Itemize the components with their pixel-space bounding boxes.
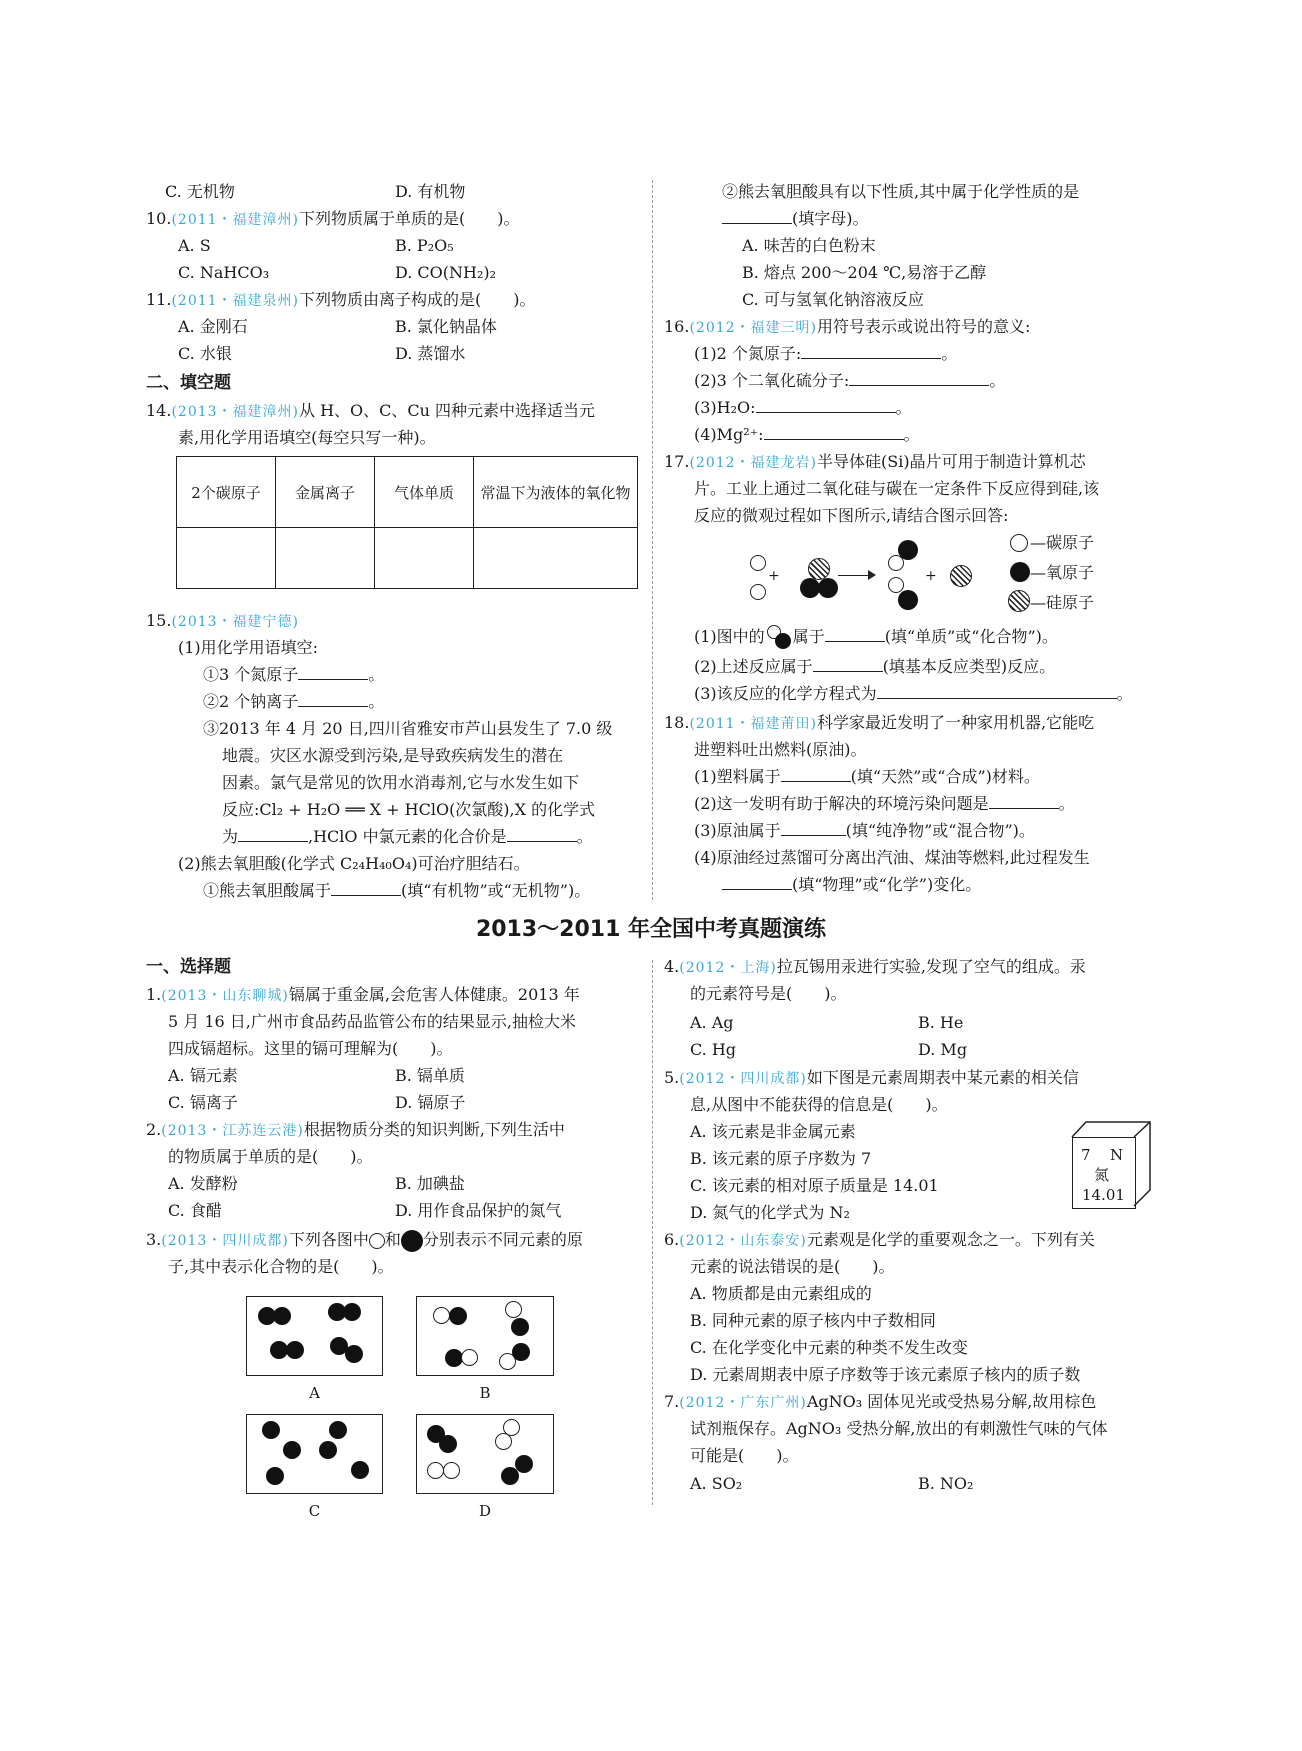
oxygen-atom-icon	[1010, 562, 1030, 582]
atomic-mass: 14.01	[1082, 1186, 1125, 1204]
legend-label: 硅原子	[1046, 593, 1095, 612]
answer-blank[interactable]	[781, 766, 851, 782]
column-divider	[652, 180, 653, 900]
option: A. SO₂	[690, 1474, 743, 1493]
table-header: 2个碳原子	[177, 457, 276, 528]
question-text: (2)上述反应属于	[694, 657, 813, 676]
question-text: 从 H、O、C、Cu 四种元素中选择适当元	[299, 401, 596, 420]
option-b-figure[interactable]	[416, 1296, 554, 1376]
answer-blank[interactable]	[813, 656, 883, 672]
answer-cell[interactable]	[177, 528, 276, 589]
source-tag: (2011・福建莆田)	[689, 716, 818, 732]
question-text: (4)原油经过蒸馏可分离出汽油、煤油等燃料,此过程发生	[694, 848, 1090, 867]
option: B. 熔点 200～204 ℃,易溶于乙醇	[742, 263, 987, 282]
option: A. 物质都是由元素组成的	[690, 1284, 872, 1303]
option: C. 镉离子	[168, 1093, 238, 1112]
option: D. 氮气的化学式为 N₂	[690, 1203, 850, 1222]
answer-blank[interactable]	[989, 793, 1059, 809]
source-tag: (2012・福建龙岩)	[689, 455, 818, 471]
question-text: (填“物理”或“化学”)变化。	[792, 875, 982, 894]
question-number: 7.	[664, 1392, 680, 1411]
option: C. NaHCO₃	[178, 263, 270, 282]
option-label: D	[478, 1502, 492, 1520]
carbon-atom	[750, 584, 766, 600]
question-number: 10.	[146, 209, 172, 228]
question-text: 片。工业上通过二氧化硅与碳在一定条件下反应得到硅,该	[694, 479, 1100, 498]
white-atom-icon	[369, 1233, 385, 1249]
question-text: (填基本反应类型)反应。	[882, 657, 1056, 676]
answer-blank[interactable]	[507, 826, 577, 842]
question-text: 元素观是化学的重要观念之一。下列有关	[806, 1230, 1095, 1249]
question-text: (填“纯净物”或“混合物”)。	[845, 821, 1035, 840]
answer-blank[interactable]	[801, 343, 941, 359]
answer-cell[interactable]	[375, 528, 474, 589]
question-number: 4.	[664, 957, 680, 976]
question-text: 因素。氯气是常见的饮用水消毒剂,它与水发生如下	[222, 773, 580, 792]
question-text: 试剂瓶保存。AgNO₃ 受热分解,放出的有刺激性气味的气体	[690, 1419, 1108, 1438]
option: D. 蒸馏水	[395, 344, 466, 363]
answer-blank[interactable]	[298, 664, 368, 680]
table-header: 金属离子	[276, 457, 375, 528]
option: D. 元素周期表中原子序数等于该元素原子核内的质子数	[690, 1365, 1081, 1384]
question-number: 3.	[146, 1230, 162, 1249]
option-label: B	[479, 1384, 491, 1402]
carbon-atom	[750, 555, 766, 571]
question-text: (填字母)。	[792, 209, 869, 228]
question-text: (1)塑料属于	[694, 767, 781, 786]
source-tag: (2013・山东聊城)	[161, 988, 289, 1004]
answer-blank[interactable]	[781, 820, 846, 836]
question-text: 地震。灾区水源受到污染,是导致疾病发生的潜在	[222, 746, 564, 765]
option: A. 该元素是非金属元素	[690, 1122, 856, 1141]
question-text: (3)该反应的化学方程式为	[694, 684, 877, 703]
question-text: 息,从图中不能获得的信息是( )。	[690, 1095, 948, 1114]
option: B. NO₂	[918, 1474, 974, 1493]
source-tag: (2013・江苏连云港)	[161, 1123, 304, 1139]
legend-label: 氧原子	[1046, 563, 1095, 582]
source-tag: (2011・福建泉州)	[171, 293, 300, 309]
silicon-atom	[950, 565, 972, 587]
question-text: ,HClO 中氯元素的化合价是	[308, 827, 507, 846]
question-text: (填“天然”或“合成”)材料。	[850, 767, 1040, 786]
question-number: 14.	[146, 401, 172, 420]
option: D. CO(NH₂)₂	[395, 263, 497, 282]
question-text: (1)图中的	[694, 627, 765, 646]
oxygen-atom	[800, 578, 820, 598]
element-name: 氮	[1094, 1166, 1110, 1184]
option: A. 味苦的白色粉末	[742, 236, 876, 255]
question-number: 16.	[664, 317, 690, 336]
option-d-figure[interactable]	[416, 1414, 554, 1494]
carbon-atom-icon	[1010, 534, 1028, 552]
question-text: (1)用化学用语填空:	[178, 638, 319, 657]
carbon-atom	[888, 555, 904, 571]
question-text: 为	[222, 827, 239, 846]
option-label: A	[309, 1384, 320, 1402]
answer-blank[interactable]	[756, 397, 896, 413]
option: B. 同种元素的原子核内中子数相同	[690, 1311, 936, 1330]
question-text: 反应:Cl₂ + H₂O ══ X + HClO(次氯酸),X 的化学式	[222, 800, 596, 819]
option: C. 水银	[178, 344, 232, 363]
question-text: 反应的微观过程如下图所示,请结合图示回答:	[694, 506, 1009, 525]
answer-blank[interactable]	[238, 826, 308, 842]
element-symbol: N	[1110, 1146, 1124, 1164]
option: C. 无机物	[165, 182, 235, 201]
oxygen-atom	[818, 578, 838, 598]
source-tag: (2013・福建漳州)	[171, 404, 300, 420]
question-text: 下列物质属于单质的是( )。	[299, 209, 520, 228]
source-tag: (2012・福建三明)	[689, 320, 818, 336]
answer-blank[interactable]	[877, 683, 1117, 699]
question-text: 如下图是元素周期表中某元素的相关信	[806, 1068, 1079, 1087]
option: C. 在化学变化中元素的种类不发生改变	[690, 1338, 968, 1357]
question-text: 镉属于重金属,会危害人体健康。2013 年	[288, 985, 580, 1004]
question-text: ①3 个氮原子	[203, 665, 299, 684]
option-label: C	[308, 1502, 321, 1520]
question-text: 半导体硅(Si)晶片可用于制造计算机芯	[817, 452, 1086, 471]
black-atom-icon	[401, 1230, 423, 1252]
answer-blank[interactable]	[298, 691, 368, 707]
question-number: 18.	[664, 713, 690, 732]
answer-table	[176, 456, 638, 589]
question-text: (1)2 个氮原子:	[694, 344, 802, 363]
question-text: ③2013 年 4 月 20 日,四川省雅安市芦山县发生了 7.0 级	[203, 719, 613, 738]
question-text: (3)H₂O:	[694, 398, 756, 417]
option: B. He	[918, 1013, 964, 1032]
molecule-icon	[765, 629, 793, 647]
oxygen-atom	[898, 590, 918, 610]
source-tag: (2012・山东泰安)	[679, 1233, 807, 1249]
question-text: (2)熊去氧胆酸(化学式 C₂₄H₄₀O₄)可治疗胆结石。	[178, 854, 530, 873]
question-text: 5 月 16 日,广州市食品药品监管公布的结果显示,抽检大米	[168, 1012, 576, 1031]
source-tag: (2013・四川成都)	[161, 1233, 289, 1249]
source-tag: (2012・广东广州)	[679, 1395, 807, 1411]
question-text: 元素的说法错误的是( )。	[690, 1257, 895, 1276]
question-text: 四成镉超标。这里的镉可理解为( )。	[168, 1039, 453, 1058]
option: A. S	[178, 236, 211, 255]
question-text: 的物质属于单质的是( )。	[168, 1147, 373, 1166]
option: B. 加碘盐	[395, 1174, 465, 1193]
option: C. 该元素的相对原子质量是 14.01	[690, 1176, 939, 1195]
question-text: 进塑料吐出燃料(原油)。	[694, 740, 867, 759]
answer-blank[interactable]	[331, 880, 401, 896]
question-number: 2.	[146, 1120, 162, 1139]
silicon-atom-icon	[1008, 590, 1030, 612]
option: B. 氯化钠晶体	[395, 317, 497, 336]
answer-cell[interactable]	[474, 528, 638, 589]
question-text: 科学家最近发明了一种家用机器,它能吃	[817, 713, 1095, 732]
question-number: 15.	[146, 611, 172, 630]
question-number: 6.	[664, 1230, 680, 1249]
question-text: 素,用化学用语填空(每空只写一种)。	[178, 428, 436, 447]
question-text: 下列物质由离子构成的是( )。	[299, 290, 536, 309]
option: B. P₂O₅	[395, 236, 454, 255]
column-divider	[652, 960, 653, 1505]
question-text: 根据物质分类的知识判断,下列生活中	[303, 1120, 565, 1139]
option: A. 镉元素	[168, 1066, 238, 1085]
question-text: ①熊去氧胆酸属于	[203, 881, 332, 900]
question-number: 11.	[146, 290, 172, 309]
legend-label: 碳原子	[1046, 533, 1095, 552]
answer-cell[interactable]	[276, 528, 375, 589]
option: A. 发酵粉	[168, 1174, 238, 1193]
option: A. Ag	[690, 1013, 734, 1032]
question-text: 属于	[792, 627, 825, 646]
option: C. Hg	[690, 1040, 737, 1059]
option: C. 可与氢氧化钠溶液反应	[742, 290, 924, 309]
question-text: AgNO₃ 固体见光或受热易分解,故用棕色	[806, 1392, 1097, 1411]
option: D. 用作食品保护的氮气	[395, 1201, 562, 1220]
arrowhead-icon	[868, 570, 876, 580]
silicon-atom	[808, 558, 830, 580]
question-text: 分别表示不同元素的原	[422, 1230, 583, 1249]
answer-blank[interactable]	[764, 424, 904, 440]
question-text: (填“有机物”或“无机物”)。	[401, 881, 591, 900]
question-text: ②熊去氧胆酸具有以下性质,其中属于化学性质的是	[722, 182, 1080, 201]
option-c-figure[interactable]	[246, 1414, 383, 1494]
option: D. 有机物	[395, 182, 466, 201]
option: D. Mg	[918, 1040, 968, 1059]
source-tag: (2012・四川成都)	[679, 1071, 807, 1087]
question-number: 5.	[664, 1068, 680, 1087]
section-heading: 二、填空题	[146, 373, 231, 393]
source-tag: (2013・福建宁德)	[171, 614, 300, 630]
answer-blank[interactable]	[722, 874, 792, 890]
source-tag: (2012・上海)	[679, 960, 777, 976]
table-header: 气体单质	[375, 457, 474, 528]
answer-blank[interactable]	[825, 626, 885, 642]
table-header: 常温下为液体的氧化物	[474, 457, 638, 528]
question-text: 用符号表示或说出符号的意义:	[817, 317, 1031, 336]
section-title: 2013～2011 年全国中考真题演练	[475, 917, 827, 942]
question-number: 1.	[146, 985, 162, 1004]
question-text: 下列各图中	[288, 1230, 369, 1249]
source-tag: (2011・福建漳州)	[171, 212, 300, 228]
atomic-number: 7	[1081, 1146, 1091, 1164]
option: B. 镉单质	[395, 1066, 465, 1085]
question-number: 17.	[664, 452, 690, 471]
question-text: 子,其中表示化合物的是( )。	[168, 1257, 394, 1276]
section-heading: 一、选择题	[146, 957, 231, 977]
option: A. 金刚石	[178, 317, 248, 336]
option: C. 食醋	[168, 1201, 222, 1220]
question-text: ②2 个钠离子	[203, 692, 299, 711]
question-text: (4)Mg²⁺:	[694, 425, 764, 444]
question-text: 拉瓦锡用汞进行实验,发现了空气的组成。汞	[776, 957, 1086, 976]
answer-blank[interactable]	[849, 370, 989, 386]
answer-blank[interactable]	[722, 208, 792, 224]
question-text: (3)原油属于	[694, 821, 781, 840]
question-text: (2)3 个二氧化硫分子:	[694, 371, 850, 390]
question-text: (2)这一发明有助于解决的环境污染问题是	[694, 794, 989, 813]
question-text: 的元素符号是( )。	[690, 984, 847, 1003]
option: D. 镉原子	[395, 1093, 466, 1112]
question-text: 可能是( )。	[690, 1446, 799, 1465]
option: B. 该元素的原子序数为 7	[690, 1149, 872, 1168]
question-text: (填“单质”或“化合物”)。	[884, 627, 1058, 646]
option-a-figure[interactable]	[246, 1296, 383, 1376]
question-text: 和	[384, 1230, 401, 1249]
